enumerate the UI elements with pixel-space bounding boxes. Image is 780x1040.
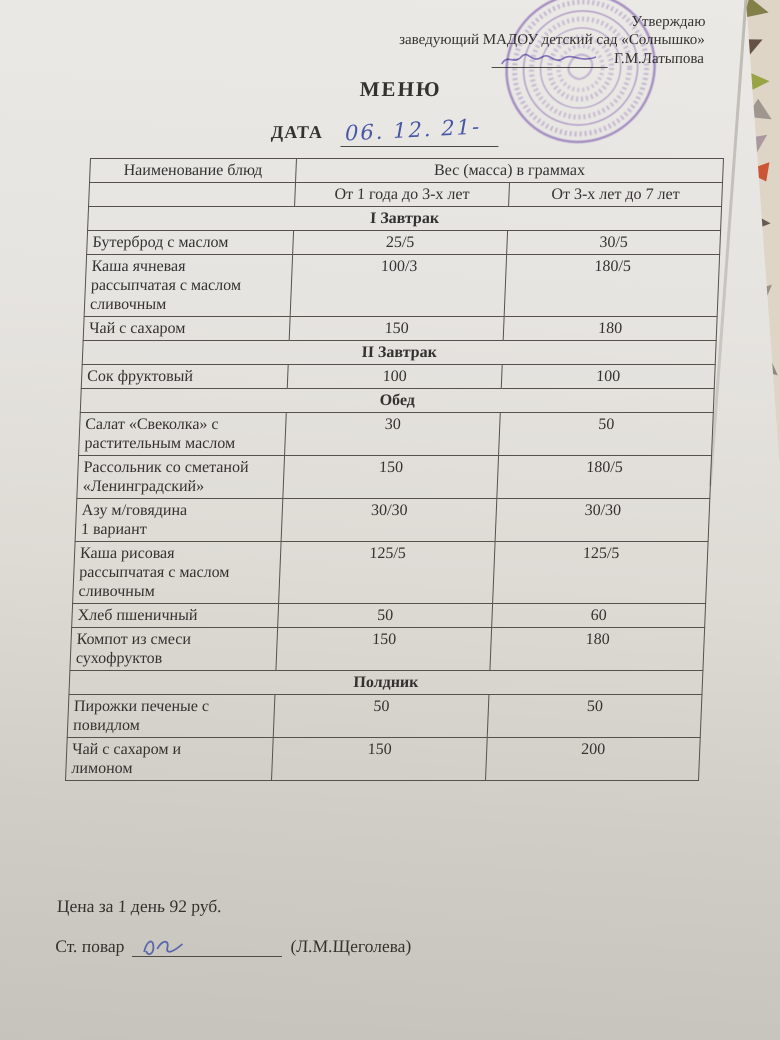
dish-name-cell: Каша рисовая рассыпчатая с маслом сливочным xyxy=(73,542,281,604)
portion-1-3-cell: 25/5 xyxy=(293,231,508,255)
portion-1-3-cell: 150 xyxy=(289,317,504,341)
dish-name-cell: Рассольник со сметаной «Ленинградский» xyxy=(77,456,285,499)
section-title: Обед xyxy=(80,389,714,413)
table-row xyxy=(75,499,710,542)
empty-header-cell xyxy=(89,183,296,207)
dish-name-cell: Чай с сахаром и лимоном xyxy=(65,738,273,781)
date-label: ДАТА xyxy=(270,122,324,142)
section-title: Полдник xyxy=(69,671,703,695)
dish-name-cell: Чай с сахаром xyxy=(83,317,290,341)
portion-3-7-cell: 125/5 xyxy=(493,542,709,604)
director-name: Г.М.Латыпова xyxy=(613,51,705,67)
table-row xyxy=(70,628,705,671)
portion-3-7-cell: 180 xyxy=(503,317,717,341)
table-row xyxy=(73,542,709,604)
portion-1-3-cell: 125/5 xyxy=(279,542,495,604)
portion-1-3-cell: 100 xyxy=(287,365,502,389)
section-title: I Завтрак xyxy=(88,207,722,231)
table-row xyxy=(77,456,712,499)
portion-1-3-cell: 150 xyxy=(271,738,487,781)
cook-name: (Л.М.Щеголева) xyxy=(290,936,412,956)
portion-3-7-cell: 30/5 xyxy=(507,231,721,255)
table-row xyxy=(83,317,717,341)
portion-1-3-cell: 30 xyxy=(285,413,501,456)
portion-3-7-cell: 180/5 xyxy=(504,255,720,317)
menu-table xyxy=(65,158,724,781)
portion-3-7-cell: 50 xyxy=(487,695,702,738)
section-title: II Завтрак xyxy=(82,341,716,365)
portion-3-7-cell: 180 xyxy=(490,628,705,671)
section-row xyxy=(69,671,703,695)
col-header-age-1-3: От 1 года до 3-х лет xyxy=(295,183,510,207)
price-line: Цена за 1 день 92 руб. xyxy=(56,896,223,916)
col-header-age-3-7: От 3-х лет до 7 лет xyxy=(509,183,723,207)
dish-name-cell: Каша ячневая рассыпчатая с маслом сливочным xyxy=(84,255,292,317)
portion-1-3-cell: 100/3 xyxy=(290,255,506,317)
dish-name-cell: Хлеб пшеничный xyxy=(72,604,279,628)
table-row xyxy=(65,738,700,781)
portion-1-3-cell: 30/30 xyxy=(281,499,497,542)
date-underline xyxy=(340,146,498,147)
table-header-row xyxy=(90,159,724,183)
cook-label: Ст. повар xyxy=(54,936,125,956)
table-subheader-row xyxy=(89,183,723,207)
approval-line-2: заведующий МАДОУ детский сад «Солнышко» xyxy=(398,32,706,48)
portion-3-7-cell: 30/30 xyxy=(495,499,710,542)
dish-name-cell: Бутерброд с маслом xyxy=(87,231,294,255)
handwritten-date: 06. 12. 21- xyxy=(344,114,482,146)
table-row xyxy=(72,604,706,628)
portion-3-7-cell: 100 xyxy=(501,365,715,389)
dish-name-cell: Сок фруктовый xyxy=(81,365,288,389)
cook-signature-line xyxy=(132,936,283,957)
table-row xyxy=(79,413,714,456)
portion-1-3-cell: 150 xyxy=(283,456,499,499)
approval-line-1: Утверждаю xyxy=(630,14,706,30)
table-row xyxy=(87,231,721,255)
section-row xyxy=(88,207,722,231)
section-row xyxy=(82,341,716,365)
dish-name-cell: Азу м/говядина 1 вариант xyxy=(75,499,283,542)
dish-name-cell: Салат «Свеколка» с растительным маслом xyxy=(79,413,287,456)
portion-1-3-cell: 50 xyxy=(273,695,489,738)
table-row xyxy=(84,255,720,317)
page-title: МЕНЮ xyxy=(359,77,443,101)
portion-3-7-cell: 200 xyxy=(485,738,700,781)
portion-3-7-cell: 60 xyxy=(492,604,706,628)
portion-3-7-cell: 50 xyxy=(499,413,714,456)
table-row xyxy=(67,695,702,738)
cook-signature-ink xyxy=(138,934,199,960)
dish-name-cell: Компот из смеси сухофруктов xyxy=(70,628,278,671)
official-round-stamp-icon xyxy=(492,0,667,156)
portion-3-7-cell: 180/5 xyxy=(497,456,712,499)
col-header-weight: Вес (масса) в граммах xyxy=(296,159,724,183)
col-header-dishes: Наименование блюд xyxy=(90,159,297,183)
dish-name-cell: Пирожки печеные с повидлом xyxy=(67,695,275,738)
section-row xyxy=(80,389,714,413)
cook-signature-row xyxy=(55,936,412,957)
portion-1-3-cell: 150 xyxy=(276,628,492,671)
portion-1-3-cell: 50 xyxy=(278,604,493,628)
table-row xyxy=(81,365,715,389)
